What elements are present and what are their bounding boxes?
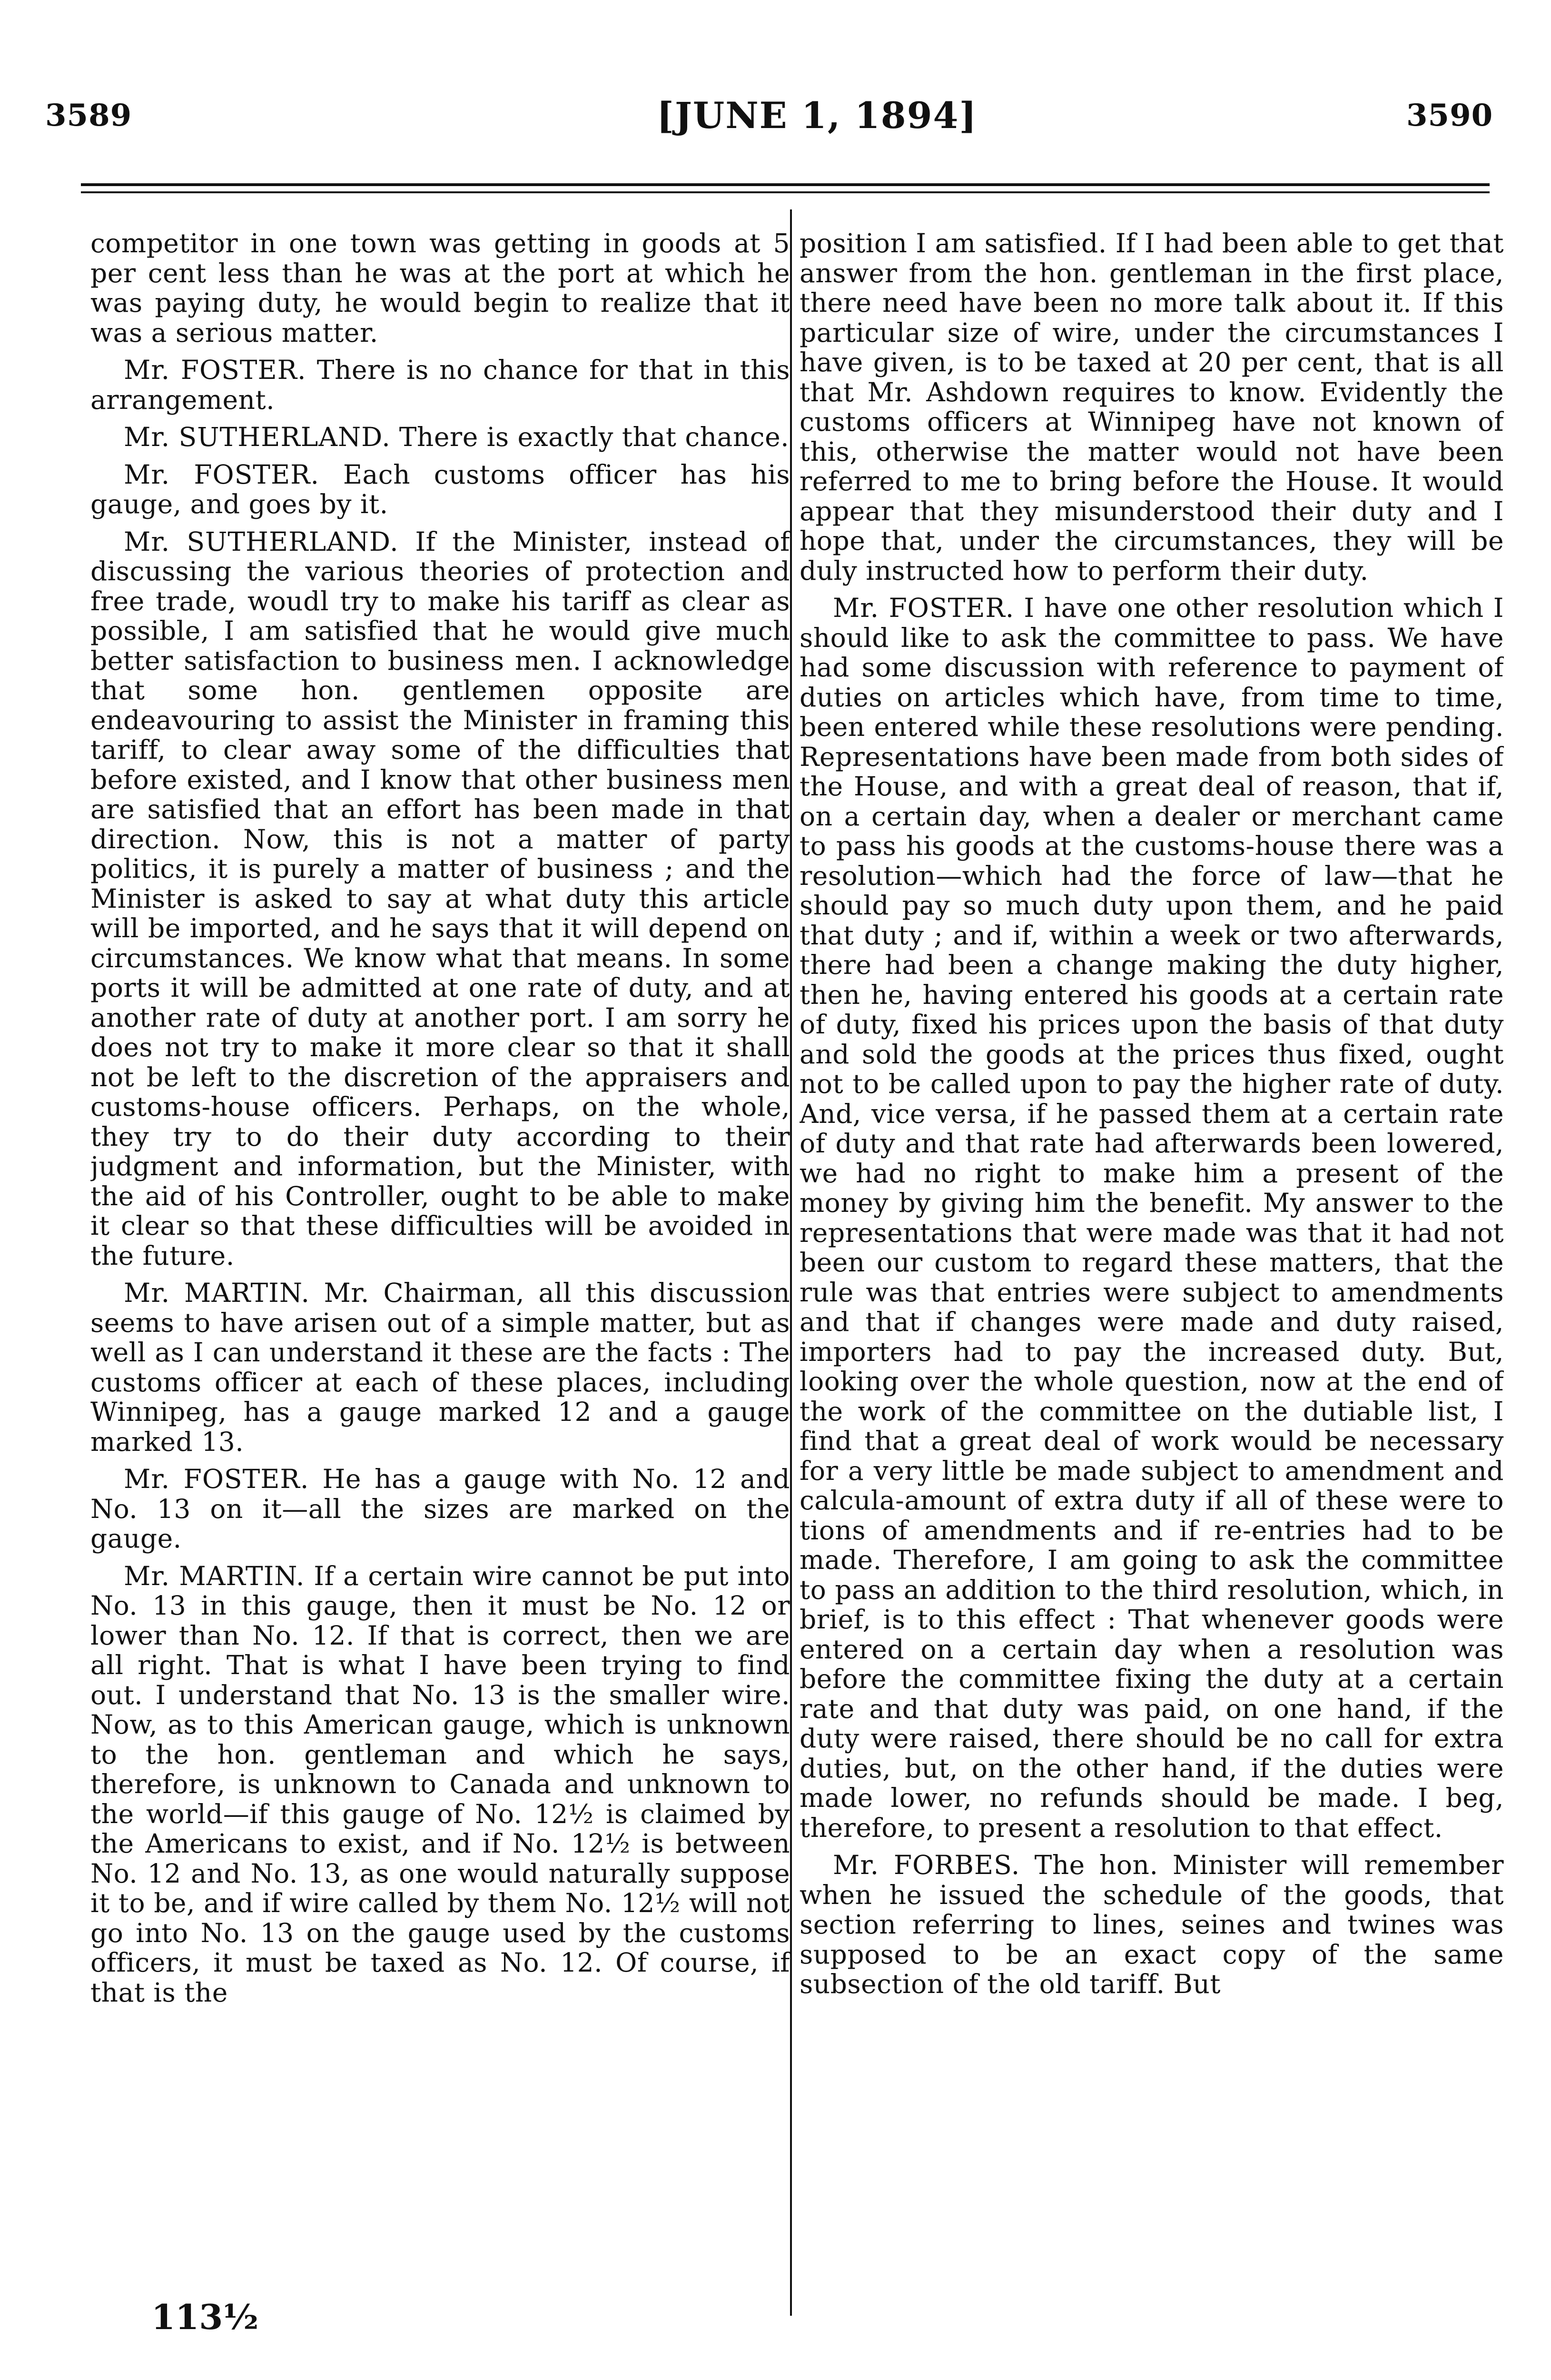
page-number-left: 3589 [45,98,132,133]
speaker-name: Mr. SUTHERLAND. [124,422,391,452]
left-column [90,228,790,2247]
signature-mark: 113½ [151,2297,259,2337]
column-divider [790,209,792,2316]
paragraph: Mr. SUTHERLAND. There is exactly that chance. [124,422,790,452]
page-header [0,0,1551,186]
speaker-name: Mr. FOSTER. [833,593,1015,623]
paragraph: Mr. MARTIN. Mr. Chairman, all this discussion seems to have arisen out of a simple matter, but as well as I can understand it these are the facts : The customs officer at each of these places, including Winnipeg, has a gauge marked 12 and a gauge marked 13. [90,1278,790,1457]
right-column [800,228,1504,2247]
paragraph: position I am satisfied. If I had been able to get that answer from the hon. gentleman in the first place, there need have been no more talk about it. If this particular size of wire, under the circumstances I have given, is to be taxed at 20 per cent, that is all that Mr. Ashdown requires to know. Evidently the customs officers at Winnipeg have not known of this, otherwise the matter would not have been referred to me to bring before the House. It would appear that they misunderstood their duty and I hope that, under the circumstances, they will be duly instructed how to perform their duty. [800,228,1504,586]
paragraph: Mr. MARTIN. If a certain wire cannot be put into No. 13 in this gauge, then it must be No. 12 or lower than No. 12. If that is correct, then we are all right. That is what I have been trying to find out. I understand that No. 13 is the smaller wire. Now, as to this American gauge, which is unknown to the hon. gentleman and which he says, therefore, is unknown to Canada and unknown to the world—if this gauge of No. 12½ is claimed by the Americans to exist, and if No. 12½ is between No. 12 and No. 13, as one would naturally suppose it to be, and if wire called by them No. 12½ will not go into No. 13 on the gauge used by the customs officers, it must be taxed as No. 12. Of course, if that is the [90,1560,790,2008]
paragraph: Mr. FORBES. The hon. Minister will remember when he issued the schedule of the goods, that section referring to lines, seines and twines was supposed to be an exact copy of the same subsection of the old tariff. But [800,1850,1504,1999]
paragraph: competitor in one town was getting in goods at 5 per cent less than he was at the port at which he was paying duty, he would begin to realize that it was a serious matter. [90,228,790,348]
header-rule-bottom [81,191,1490,193]
page-date: [JUNE 1, 1894] [657,94,978,137]
header-rule-top [81,183,1490,186]
speaker-name: Mr. MARTIN. [124,1278,310,1308]
page-number-right: 3590 [1406,98,1493,133]
paragraph: Mr. SUTHERLAND. If the Minister, instead of discussing the various theories of protection and free trade, woudl try to make his tariff as clear as possible, I am satisfied that he would give much better satisfaction to business men. I acknowledge that some hon. gentlemen opposite are endeavouring to assist the Minister in framing this tariff, to clear away some of the difficulties that before existed, and I know that other business men are satisfied that an effort has been made in that direction. Now, this is not a matter of party politics, it is purely a matter of business ; and the Minister is asked to say at what duty this article will be imported, and he says that it will depend on circumstances. We know what that means. In some ports it will be admitted at one rate of duty, and at another rate of duty at another port. I am sorry he does not try to make it more clear so that it shall not be left to the discretion of the appraisers and customs-house officers. Perhaps, on the whole, they try to do their duty according to their judgment and information, but the Minister, with the aid of his Controller, ought to be able to make it clear so that these difficulties will be avoided in the future. [90,526,790,1271]
speaker-name: Mr. FORBES. [833,1850,1020,1880]
speaker-name: Mr. SUTHERLAND. [124,526,399,557]
speaker-name: Mr. MARTIN. [124,1560,305,1591]
paragraph: Mr. FOSTER. He has a gauge with No. 12 and No. 13 on it—all the sizes are marked on the gauge. [90,1464,790,1554]
paragraph: Mr. FOSTER. There is no chance for that in this arrangement. [90,355,790,415]
paragraph: Mr. FOSTER. Each customs officer has his gauge, and goes by it. [90,459,790,519]
speaker-name: Mr. FOSTER. [124,459,320,490]
speaker-name: Mr. FOSTER. [124,355,306,385]
paragraph: Mr. FOSTER. I have one other resolution which I should like to ask the committee to pass. We have had some discussion with reference to payment of duties on articles which have, from time to time, been entered while these resolutions were pending. Representations have been made from both sides of the House, and with a great deal of reason, that if, on a certain day, when a dealer or merchant came to pass his goods at the customs-house there was a resolution—which had the force of law—that he should pay so much duty upon them, and he paid that duty ; and if, within a week or two afterwards, there had been a change making the duty higher, then he, having entered his goods at a certain rate of duty, fixed his prices upon the basis of that duty and sold the goods at the prices thus fixed, ought not to be called upon to pay the higher rate of duty. And, vice versa, if he passed them at a certain rate of duty and that rate had afterwards been lowered, we had no right to make him a present of the money by giving him the benefit. My answer to the representations that were made was that it had not been our custom to regard these matters, that the rule was that entries were subject to amendments and that if changes were made and duty raised, importers had to pay the increased duty. But, looking over the whole question, now at the end of the work of the committee on the dutiable list, I find that a great deal of work would be necessary for a very little be made subject to amendment and calcula-amount of extra duty if all of these were to tions of amendments and if re-entries had to be made. Therefore, I am going to ask the committee to pass an addition to the third resolution, which, in brief, is to this effect : That whenever goods were entered on a certain day when a resolution was before the committee fixing the duty at a certain rate and that duty was paid, on one hand, if the duty were raised, there should be no call for extra duties, but, on the other hand, if the duties were made lower, no refunds should be made. I beg, therefore, to present a resolution to that effect. [800,593,1504,1843]
speaker-name: Mr. FOSTER. [124,1464,309,1494]
